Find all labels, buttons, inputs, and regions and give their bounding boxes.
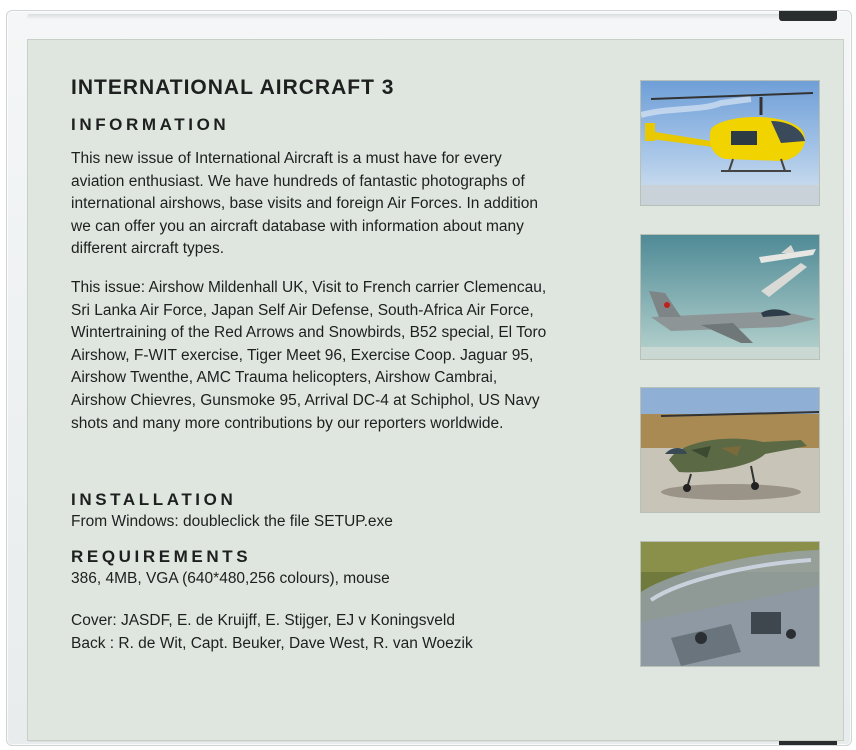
page-title: INTERNATIONAL AIRCRAFT 3: [71, 76, 395, 99]
information-intro: [71, 148, 631, 261]
fighter-jets-photo: [640, 234, 820, 360]
issue-line: Wintertraining of the Red Arrows and Snowbirds, B52 special, El Toro: [71, 324, 547, 342]
cd-jewel-case: [6, 10, 852, 746]
back-credits: Back : R. de Wit, Capt. Beuker, Dave West, R. van Woezik: [71, 634, 473, 652]
issue-line: Sri Lanka Air Force, Japan Self Air Defense, South-Africa Air Force,: [71, 301, 534, 319]
back-insert: [27, 39, 844, 741]
cockpit-photo: [640, 541, 820, 667]
cover-credits: Cover: JASDF, E. de Kruijff, E. Stijger, EJ v Koningsveld: [71, 612, 455, 630]
requirements-heading: REQUIREMENTS: [71, 546, 252, 566]
installation-text: From Windows: doubleclick the file SETUP.exe: [71, 513, 393, 531]
intro-line: This new issue of International Aircraft is a must have for every: [71, 150, 502, 167]
intro-line: we can offer you an aircraft database with information about many: [71, 217, 524, 235]
case-hinge-tab-top: [779, 11, 837, 21]
installation-heading: INSTALLATION: [71, 490, 237, 510]
intro-line: international airshows, base visits and foreign Air Forces. In addition: [71, 195, 538, 213]
credits: [71, 610, 631, 655]
issue-line: Airshow, F-WIT exercise, Tiger Meet 96, Exercise Coop. Jaguar 95,: [71, 346, 534, 364]
issue-line: This issue: Airshow Mildenhall UK, Visit to French carrier Clemencau,: [71, 278, 547, 296]
issue-contents: [71, 277, 631, 435]
information-heading: INFORMATION: [71, 115, 230, 134]
issue-line: Airshow Chievres, Gunsmoke 95, Arrival DC-4 at Schiphol, US Navy: [71, 391, 540, 409]
yellow-helicopter-photo: [640, 80, 820, 206]
case-top-rail: [27, 14, 831, 20]
intro-line: different aircraft types.: [71, 240, 225, 258]
issue-line: shots and many more contributions by our reporters worldwide.: [71, 414, 504, 432]
text-column: [71, 74, 631, 656]
intro-line: aviation enthusiast. We have hundreds of fantastic photographs of: [71, 172, 525, 190]
camouflaged-helicopter-photo: [640, 387, 820, 513]
requirements-text: 386, 4MB, VGA (640*480,256 colours), mouse: [71, 569, 390, 587]
issue-line: Airshow Twenthe, AMC Trauma helicopters, Airshow Cambrai,: [71, 369, 498, 387]
